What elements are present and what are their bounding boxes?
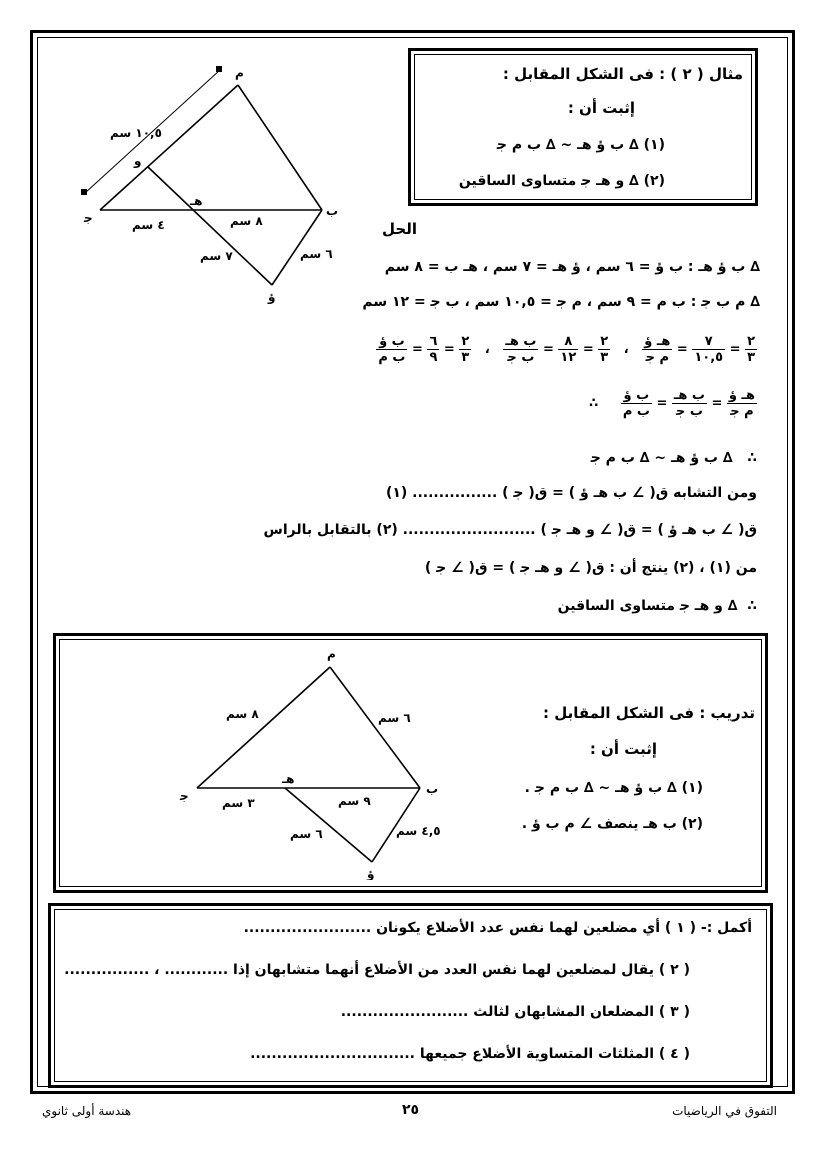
fig2-label-b: ب [426,782,439,796]
fig1-side-ab [238,85,322,210]
fig2-len-ac: ٨ سم [226,707,259,721]
fig1-label-b: ب [326,204,339,218]
solution-line-8: ∴ ∆ و هـ ﺟ متساوى الساقين [557,598,757,614]
footer-subject: هندسة أولى ثانوي [42,1104,132,1118]
ratio-be-bc-2: $\frac{\text{ب هـ}}{\text{ب ﺟ}}$ [673,388,705,419]
fig1-dim-end-bottom [81,189,87,195]
ratio-ed-ac: $\frac{\text{هـ ؤ}}{\text{ﻡ ﺟ}}$ [644,334,671,365]
example-prove: إثبت أن : [567,99,635,117]
ratio-be-bc: $\frac{\text{ب هـ}}{\text{ب ﺟ}}$ [505,334,537,365]
complete-q4: ( ٤ ) المثلثات المتساوية الأضلاع جميعها ............................... [250,1046,690,1062]
fig2-side-ca [197,667,330,788]
figure-1 [70,55,410,305]
solution-line-5: ومن التشابه ق( ∠ ب هـ ؤ ) = ق( ﺟ ) ................ (١) [385,485,757,501]
fig1-side-ca [100,85,238,210]
fig2-label-d: ؤ [367,867,375,880]
fig2-label-c: ﺟ [180,789,189,803]
ratio-2-3-c: $\frac{٢}{٣}$ [747,334,755,365]
solution-line-6: ق( ∠ ب هـ ؤ ) = ق( ∠ و هـ ﺟ ) ......................... (٢) بالتقابل بالراس [263,522,757,538]
ratio-2-3-a: $\frac{٢}{٣}$ [461,334,470,365]
ratio-ed-ac-2: $\frac{\text{هـ ؤ}}{\text{ﻡ ﺟ}}$ [728,388,755,419]
ratio-bd-ba-2: $\frac{\text{ب ؤ}}{\text{ب ﻡ}}$ [622,388,650,419]
exercise-title: تدريب : فى الشكل المقابل : [543,704,755,722]
fig2-label-e: هـ [282,772,295,786]
fig1-len-eb: ٨ سم [230,214,263,228]
complete-q3: ( ٣ ) المضلعان المشابهان لثالث ........................ [340,1004,690,1020]
fig1-label-e: هـ [190,194,203,208]
example-title: مثال ( ٢ ) : فى الشكل المقابل : [502,65,743,83]
footer-book-title: التفوق في الرياضيات [672,1104,777,1118]
footer-page-number: ٢٥ [402,1102,420,1118]
ratio-7-10-5: $\frac{٧}{١٠,٥}$ [694,334,724,365]
complete-q2: ( ٢ ) يقال لمضلعين لهما نفس العدد من الأضلاع أنهما متشابهان إذا ............ ، ................ [64,962,690,978]
fig1-label-d: ؤ [268,290,276,304]
complete-title: أكمل :- ( ١ ) أي مضلعين لهما نفس عدد الأضلاع يكونان ........................ [243,920,752,936]
fig2-len-bd: ٤,٥ سم [396,824,441,838]
fig1-len-ce: ٤ سم [132,218,165,232]
exercise-item-2: (٢) ب هـ ينصف ∠ ﻡ ب ؤ . [521,816,703,832]
ratios-row: $\frac{\text{ب ؤ}}{\text{ب ﻡ}}$ = $\frac{٦}{٩}$ = $\frac{٢}{٣}$ ، $\frac{\text{ب هـ}}{\text{ب ﺟ}}$ = $\frac{٨}{١٢}$ = $\frac{٢}{٣}$ ، $\frac{\text{هـ ؤ}}{\text{ﻡ ﺟ}}$ = $\frac{٧}{١٠,٥}$ = $\frac{٢}{٣}$ [378,334,755,365]
fig1-label-w: و [134,154,142,168]
complete-box [48,903,773,1088]
ratios-equal-row: ∴ $\frac{\text{ب ؤ}}{\text{ب ﻡ}}$ = $\frac{\text{ب هـ}}{\text{ب ﺟ}}$ = $\frac{\text{هـ ؤ}}{\text{ﻡ ﺟ}}$ [589,388,755,419]
fig1-label-c: ﺟ [84,211,93,225]
solution-line-2: ∆ ﻡ ب ﺟ : ب ﻡ = ٩ سم ، ﻡ ﺟ = ١٠,٥ سم ، ب ﺟ = ١٢ سم [362,294,760,310]
solution-line-7: من (١) ، (٢) ينتج أن : ق( ∠ و هـ ﺟ ) = ق( ∠ ﺟ ) [424,560,757,576]
exercise-prove: إثبت أن : [589,740,657,758]
fig2-len-ab: ٦ سم [378,711,411,725]
fig2-label-a: ﻡ [327,647,336,661]
fig1-label-a: ﻡ [235,66,244,80]
ratio-8-12: $\frac{٨}{١٢}$ [560,334,577,365]
fig2-side-ab [330,667,420,788]
fig1-len-bd: ٦ سم [300,247,333,261]
example-box [408,48,758,206]
fig1-len-aw: ١٠,٥ سم [110,126,162,140]
example-item-2: (٢) ∆ و هـ ﺟ متساوى الساقين [458,173,665,189]
fig2-len-eb: ٩ سم [338,794,371,808]
fig2-len-ce: ٣ سم [222,796,255,810]
solution-title: الحل [382,220,417,238]
figure-2 [170,640,460,880]
solution-line-4: ∴ ∆ ب ؤ هـ ~ ∆ ب ﻡ ﺟ [590,450,757,466]
example-item-1: (١) ∆ ب ؤ هـ ~ ∆ ب ﻡ ﺟ [496,137,665,153]
ratio-6-9: $\frac{٦}{٩}$ [429,334,438,365]
fig1-dim-end-top [216,66,222,72]
fig1-len-ed: ٧ سم [200,249,233,263]
fig2-len-ed: ٦ سم [290,827,323,841]
ratio-2-3-b: $\frac{٢}{٣}$ [600,334,609,365]
ratio-bd-ba: $\frac{\text{ب ؤ}}{\text{ب ﻡ}}$ [378,334,406,365]
solution-line-1: ∆ ب ؤ هـ : ب ؤ = ٦ سم ، ؤ هـ = ٧ سم ، هـ ب = ٨ سم [384,259,760,275]
exercise-item-1: (١) ∆ ب ؤ هـ ~ ∆ ب ﻡ ﺟ . [524,780,703,796]
